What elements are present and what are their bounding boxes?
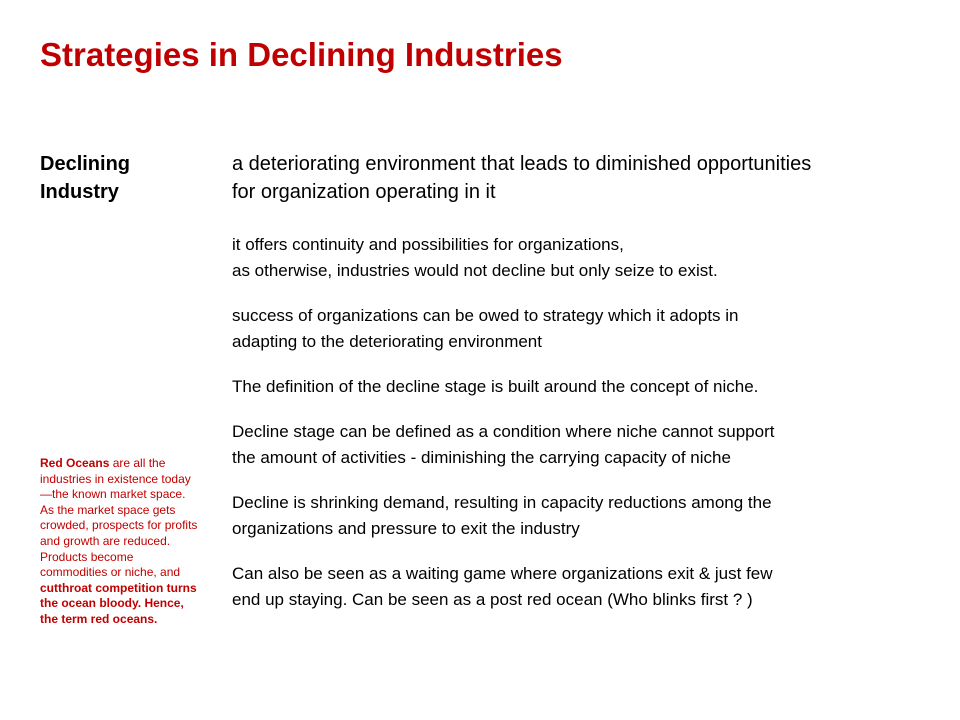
term-line: Declining (40, 153, 131, 175)
paragraph-line: it offers continuity and possibilities for organizations, (232, 235, 624, 254)
body-paragraphs (232, 232, 952, 632)
paragraph-line: organizations and pressure to exit the industry (232, 519, 580, 538)
paragraph-success (232, 303, 952, 355)
paragraph-line: as otherwise, industries would not decline but only seize to exist. (232, 261, 718, 280)
paragraph-line: The definition of the decline stage is built around the concept of niche. (232, 377, 759, 396)
sidenote-body: are all the industries in existence today—the known market space. As the market space gets crowded, prospects for profits and growth are reduced. Products become commodities or niche, and (40, 456, 198, 580)
paragraph-line: end up staying. Can be seen as a post red ocean (Who blinks first ? ) (232, 590, 753, 609)
definition-line: a deteriorating environment that leads to diminished opportunities (232, 153, 812, 175)
paragraph-continuity (232, 232, 952, 284)
paragraph-line: Decline stage can be defined as a condition where niche cannot support (232, 422, 775, 441)
paragraph-shrinking-demand (232, 490, 952, 542)
paragraph-decline-stage (232, 419, 952, 471)
red-ocean-sidenote (40, 456, 200, 628)
sidenote-tail: cutthroat competition turns the ocean bloody. Hence, the term red oceans. (40, 580, 197, 626)
paragraph-line: Can also be seen as a waiting game where organizations exit & just few (232, 564, 773, 583)
paragraph-line: adapting to the deteriorating environment (232, 332, 542, 351)
paragraph-line: the amount of activities - diminishing the carrying capacity of niche (232, 448, 731, 467)
term-heading (40, 150, 220, 206)
definition-line: for organization operating in it (232, 181, 496, 203)
paragraph-line: Decline is shrinking demand, resulting in capacity reductions among the (232, 493, 772, 512)
paragraph-niche-definition (232, 374, 952, 400)
sidenote-lead: Red Oceans (40, 456, 110, 470)
slide-title: Strategies in Declining Industries (40, 36, 563, 73)
paragraph-line: success of organizations can be owed to strategy which it adopts in (232, 306, 739, 325)
paragraph-waiting-game (232, 561, 952, 613)
term-line: Industry (40, 181, 119, 203)
term-definition (232, 150, 952, 206)
